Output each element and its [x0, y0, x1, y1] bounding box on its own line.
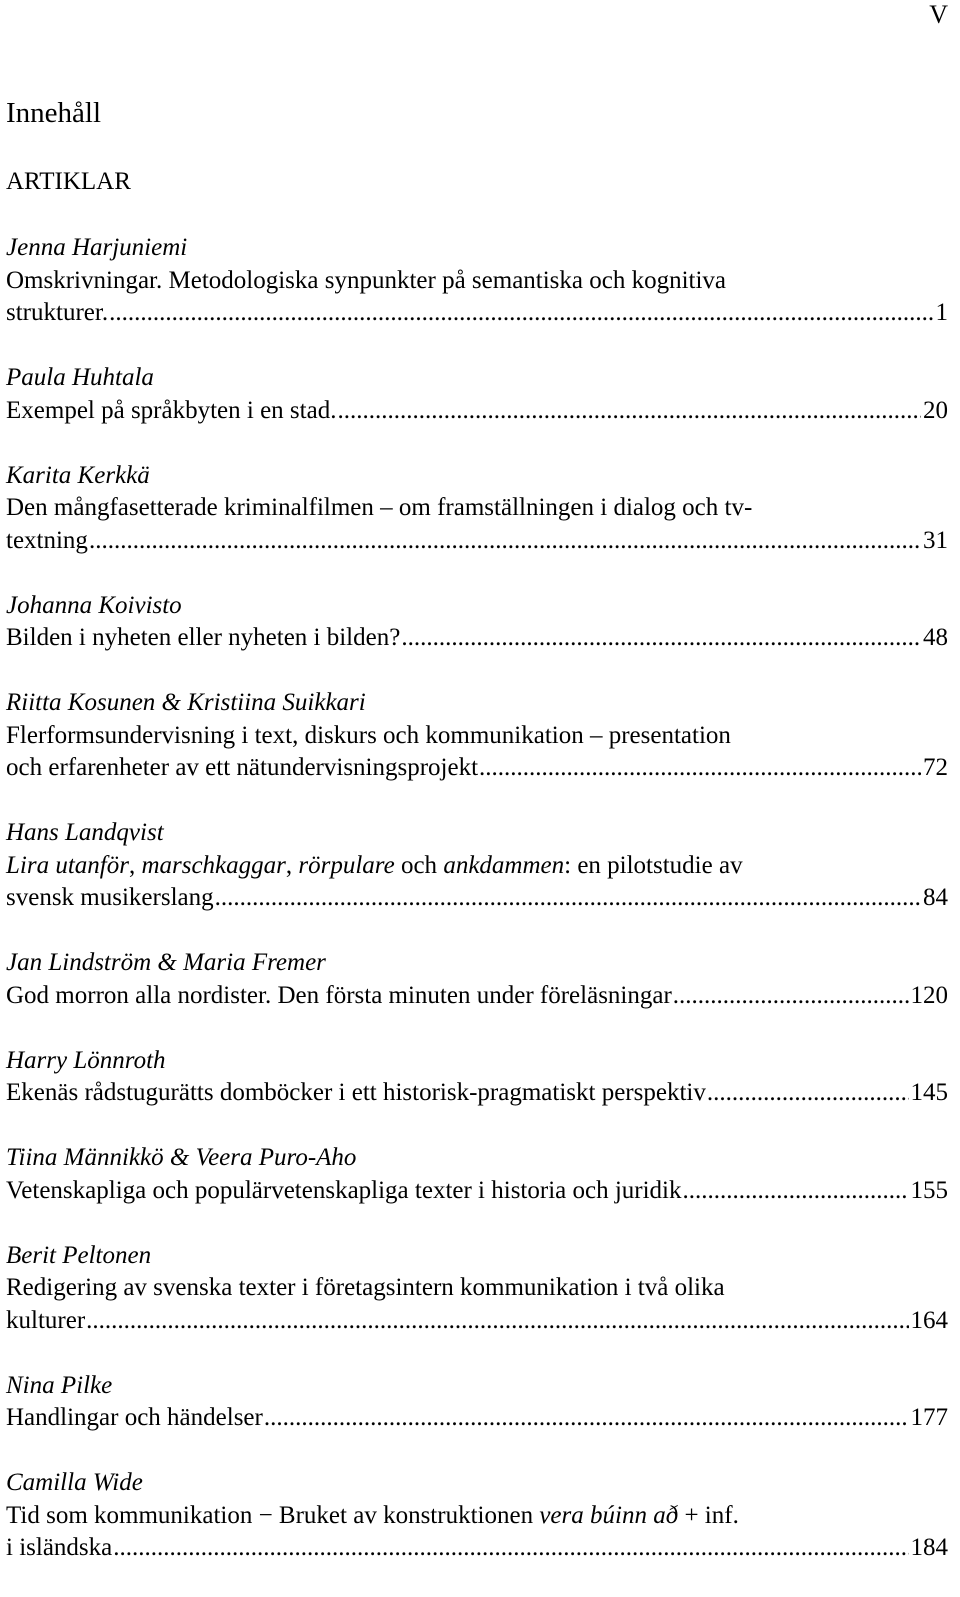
entry-title-end: strukturer.	[6, 299, 109, 326]
entry-title-end: God morron alla nordister. Den första minuten under föreläsningar	[6, 981, 672, 1009]
entry-page-number: 155	[910, 1176, 948, 1204]
entry-page-number: 145	[910, 1079, 948, 1106]
toc-entry[interactable]	[6, 590, 948, 655]
entry-page-number: 20	[923, 396, 948, 424]
dot-leader	[89, 525, 921, 558]
entry-author: Karita Kerkkä	[6, 461, 150, 489]
entry-title-end: Exempel på språkbyten i en stad.	[6, 396, 337, 424]
toc-entry[interactable]	[6, 1045, 948, 1110]
entry-title-end: och erfarenheter av ett nätundervisningsprojekt	[6, 754, 479, 781]
table-of-contents-heading: Innehåll	[6, 97, 102, 129]
toc-entry[interactable]	[6, 1467, 948, 1565]
entry-page-number: 184	[910, 1534, 948, 1561]
entry-author: Hans Landqvist	[6, 819, 164, 846]
entry-title-end: i isländska	[6, 1534, 113, 1561]
entry-final-line	[6, 980, 948, 1013]
entry-title-fragment: marschkaggar	[141, 851, 286, 879]
entry-final-line	[6, 882, 948, 915]
entry-title-line: Flerformsundervisning i text, diskurs och kommunikation – presentation	[6, 721, 731, 749]
dot-leader	[215, 882, 921, 915]
entry-final-line	[6, 297, 948, 330]
dot-leader	[264, 1402, 909, 1435]
entry-author: Jan Lindström & Maria Fremer	[6, 949, 326, 976]
entry-author: Nina Pilke	[6, 1371, 113, 1399]
toc-entry[interactable]	[6, 817, 948, 915]
entry-author: Paula Huhtala	[6, 364, 154, 391]
entry-author: Johanna Koivisto	[6, 591, 182, 619]
entry-title-end: textning	[6, 526, 88, 554]
entry-author: Jenna Harjuniemi	[6, 234, 188, 261]
entry-title-fragment: vera búinn að	[539, 1501, 679, 1529]
entry-page-number: 1	[935, 299, 948, 326]
entry-page-number: 164	[910, 1306, 948, 1334]
dot-leader	[337, 395, 921, 428]
toc-entry[interactable]	[6, 460, 948, 558]
toc-entry[interactable]	[6, 687, 948, 785]
entry-title-fragment: + inf.	[678, 1501, 739, 1529]
entry-title-fragment: Tid som kommunikation − Bruket av konstruktionen	[6, 1501, 540, 1529]
entry-title-end: kulturer	[6, 1306, 86, 1334]
entry-title-end: Ekenäs rådstugurätts domböcker i ett historisk-pragmatiskt perspektiv	[6, 1079, 706, 1106]
entry-final-line	[6, 395, 948, 428]
dot-leader	[683, 1175, 909, 1208]
toc-entries	[6, 232, 948, 1597]
dot-leader	[86, 1305, 908, 1338]
entry-title-line: Redigering av svenska texter i företagsintern kommunikation i två olika	[6, 1274, 725, 1301]
entry-title-line: Omskrivningar. Metodologiska synpunkter på semantiska och kognitiva	[6, 266, 727, 294]
entry-title-fragment: ,	[285, 851, 299, 879]
entry-title-line	[6, 850, 948, 883]
entry-title-fragment: rörpulare	[298, 851, 395, 879]
dot-leader	[673, 980, 909, 1013]
entry-final-line	[6, 1402, 948, 1435]
entry-page-number: 31	[923, 526, 948, 554]
entry-page-number: 120	[910, 981, 948, 1009]
dot-leader	[109, 297, 933, 330]
page-numeral: V	[929, 0, 948, 29]
entry-final-line	[6, 1305, 948, 1338]
dot-leader	[707, 1077, 909, 1110]
entry-author: Tiina Männikkö & Veera Puro-Aho	[6, 1144, 357, 1171]
toc-entry[interactable]	[6, 232, 948, 330]
entry-page-number: 84	[923, 884, 948, 911]
entry-final-line	[6, 525, 948, 558]
entry-title-fragment: och	[394, 851, 444, 879]
entry-title-end: Handlingar och händelser	[6, 1404, 263, 1431]
entry-title-fragment: Lira utanför	[6, 851, 129, 879]
dot-leader	[479, 752, 921, 785]
toc-entry[interactable]	[6, 1240, 948, 1338]
entry-author: Camilla Wide	[6, 1469, 143, 1496]
entry-title-end: Bilden i nyheten eller nyheten i bilden?	[6, 624, 401, 651]
entry-title-fragment: ankdammen	[443, 851, 565, 879]
entry-title-end: svensk musikerslang	[6, 884, 214, 911]
toc-entry[interactable]	[6, 1370, 948, 1435]
entry-final-line	[6, 622, 948, 655]
entry-title-end: Vetenskapliga och populärvetenskapliga texter i historia och juridik	[6, 1176, 682, 1204]
dot-leader	[113, 1532, 908, 1565]
entry-author: Berit Peltonen	[6, 1241, 152, 1269]
entry-final-line	[6, 1532, 948, 1565]
dot-leader	[401, 622, 921, 655]
toc-entry[interactable]	[6, 947, 948, 1012]
entry-title-line	[6, 1500, 948, 1533]
entry-final-line	[6, 1175, 948, 1208]
entry-page-number: 72	[923, 754, 948, 781]
entry-final-line	[6, 752, 948, 785]
entry-title-fragment: ,	[128, 851, 142, 879]
entry-final-line	[6, 1077, 948, 1110]
entry-title-line: Den mångfasetterade kriminalfilmen – om framställningen i dialog och tv-	[6, 494, 753, 521]
toc-entry[interactable]	[6, 362, 948, 427]
toc-entry[interactable]	[6, 1142, 948, 1207]
entry-page-number: 177	[910, 1404, 948, 1431]
entry-author: Harry Lönnroth	[6, 1046, 166, 1074]
entry-page-number: 48	[923, 624, 948, 651]
entry-author: Riitta Kosunen & Kristiina Suikkari	[6, 689, 366, 716]
section-label: ARTIKLAR	[6, 168, 131, 195]
entry-title-fragment: : en pilotstudie av	[564, 851, 743, 879]
